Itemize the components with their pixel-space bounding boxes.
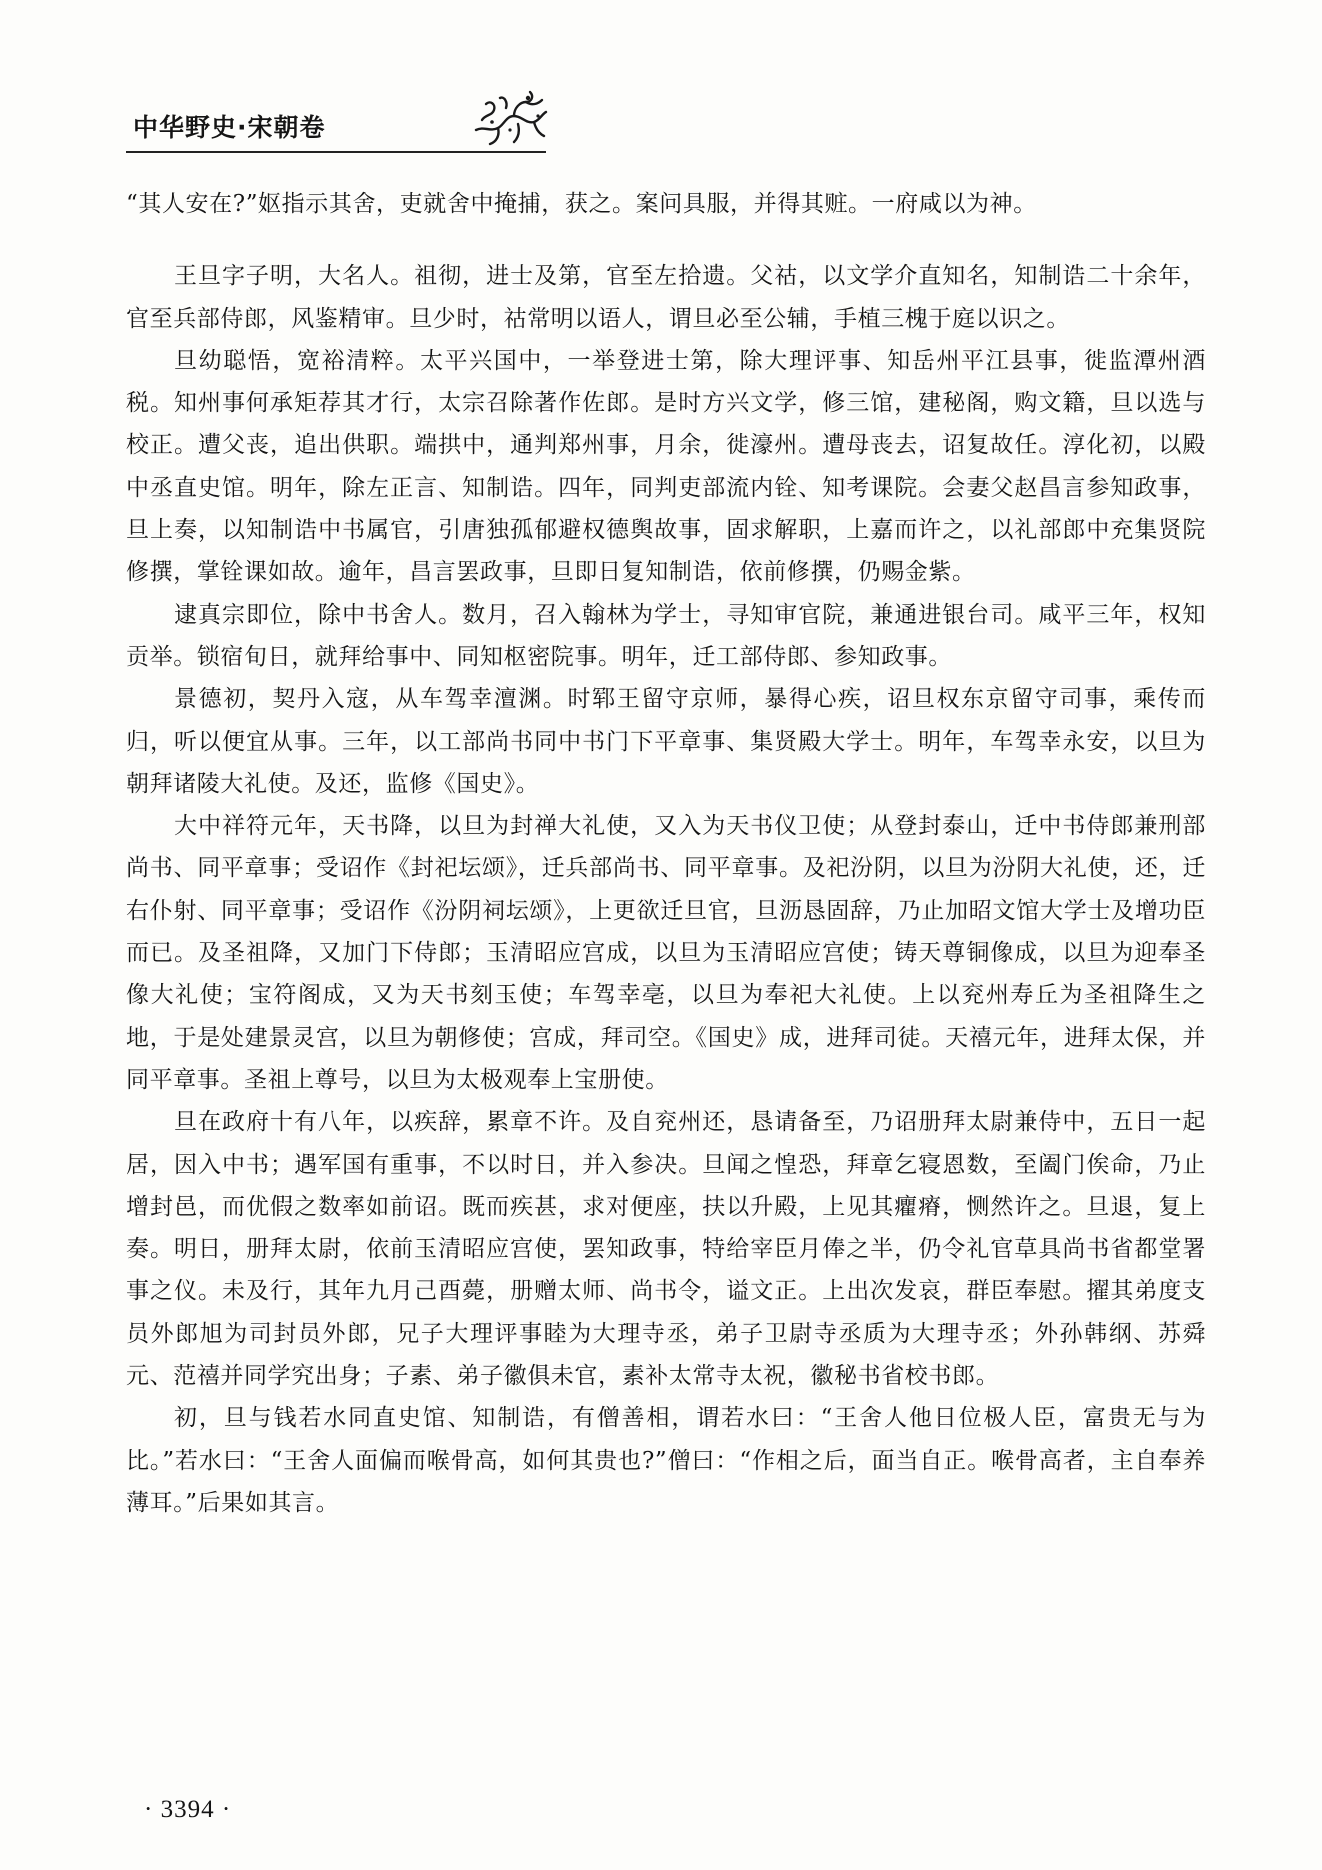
- dragon-emblem-icon: [470, 86, 552, 148]
- paragraph: 景德初，契丹入寇，从车驾幸澶渊。时郓王留守京师，暴得心疾，诏旦权东京留守司事，乘传而归，听以便宜从事。三年，以工部尚书同中书门下平章事、集贤殿大学士。明年，车驾幸永安，以旦为朝拜诸陵大礼使。及还，监修《国史》。: [126, 686, 1206, 797]
- body-text: [126, 183, 1206, 1524]
- paragraph: 王旦字子明，大名人。祖彻，进士及第，官至左拾遗。父祜，以文学介直知名，知制诰二十余年，官至兵部侍郎，风鉴精审。旦少时，祜常明以语人，谓旦必至公辅，手植三槐于庭以识之。: [126, 263, 1206, 332]
- paragraph: 旦在政府十有八年，以疾辞，累章不许。及自兖州还，恳请备至，乃诏册拜太尉兼侍中，五日一起居，因入中书；遇军国有重事，不以时日，并入参决。旦闻之惶恐，拜章乞寝恩数，至阖门俟命，乃止增封邑，而优假之数率如前诏。既而疾甚，求对便座，扶以升殿，上见其癯瘠，恻然许之。旦退，复上奏。明日，册拜太尉，依前玉清昭应宫使，罢知政事，特给宰臣月俸之半，仍令礼官草具尚书省都堂署事之仪。未及行，其年九月己酉薨，册赠太师、尚书令，谥文正。上出次发哀，群臣奉慰。擢其弟度支员外郎旭为司封员外郎，兄子大理评事睦为大理寺丞，弟子卫尉寺丞质为大理寺丞；外孙韩纲、苏舜元、范禧并同学究出身；子素、弟子徽俱未官，素补太常寺太祝，徽秘书省校书郎。: [126, 1109, 1206, 1390]
- paragraph-continued: “其人安在?”妪指示其舍，吏就舍中掩捕，获之。案问具服，并得其赃。一府咸以为神。: [126, 191, 1037, 217]
- header-rule: [126, 151, 546, 153]
- paragraph: 逮真宗即位，除中书舍人。数月，召入翰林为学士，寻知审官院，兼通进银台司。咸平三年，权知贡举。锁宿旬日，就拜给事中、同知枢密院事。明年，迁工部侍郎、参知政事。: [126, 601, 1206, 670]
- paragraph: 大中祥符元年，天书降，以旦为封禅大礼使，又入为天书仪卫使；从登封泰山，迁中书侍郎兼刑部尚书、同平章事；受诏作《封祀坛颂》，迁兵部尚书、同平章事。及祀汾阴，以旦为汾阴大礼使，还，迁右仆射、同平章事；受诏作《汾阴祠坛颂》，上更欲迁旦官，旦沥恳固辞，乃止加昭文馆大学士及增功臣而已。及圣祖降，又加门下侍郎；玉清昭应宫成，以旦为玉清昭应宫使；铸天尊铜像成，以旦为迎奉圣像大礼使；宝符阁成，又为天书刻玉使；车驾幸亳，以旦为奉祀大礼使。上以兖州寿丘为圣祖降生之地，于是处建景灵宫，以旦为朝修使；宫成，拜司空。《国史》成，进拜司徒。天禧元年，进拜太保，并同平章事。圣祖上尊号，以旦为太极观奉上宝册使。: [126, 813, 1206, 1093]
- paragraph: 初，旦与钱若水同直史馆、知制诰，有僧善相，谓若水曰：“王舍人他日位极人臣，富贵无与为比。”若水曰：“王舍人面偏而喉骨高，如何其贵也?”僧曰：“作相之后，面当自正。喉骨高者，主自奉养薄耳。”后果如其言。: [126, 1405, 1206, 1516]
- running-header-title: 中华野史·宋朝卷: [133, 113, 326, 142]
- paragraph: 旦幼聪悟，宽裕清粹。太平兴国中，一举登进士第，除大理评事、知岳州平江县事，徙监潭州酒税。知州事何承矩荐其才行，太宗召除著作佐郎。是时方兴文学，修三馆，建秘阁，购文籍，旦以选与校正。遭父丧，追出供职。端拱中，通判郑州事，月余，徙濠州。遭母丧去，诏复故任。淳化初，以殿中丞直史馆。明年，除左正言、知制诰。四年，同判吏部流内铨、知考课院。会妻父赵昌言参知政事，旦上奏，以知制诰中书属官，引唐独孤郁避权德舆故事，固求解职，上嘉而许之，以礼部郎中充集贤院修撰，掌铨课如故。逾年，昌言罢政事，旦即日复知制诰，依前修撰，仍赐金紫。: [126, 347, 1206, 586]
- page-number: · 3394 ·: [144, 1796, 232, 1823]
